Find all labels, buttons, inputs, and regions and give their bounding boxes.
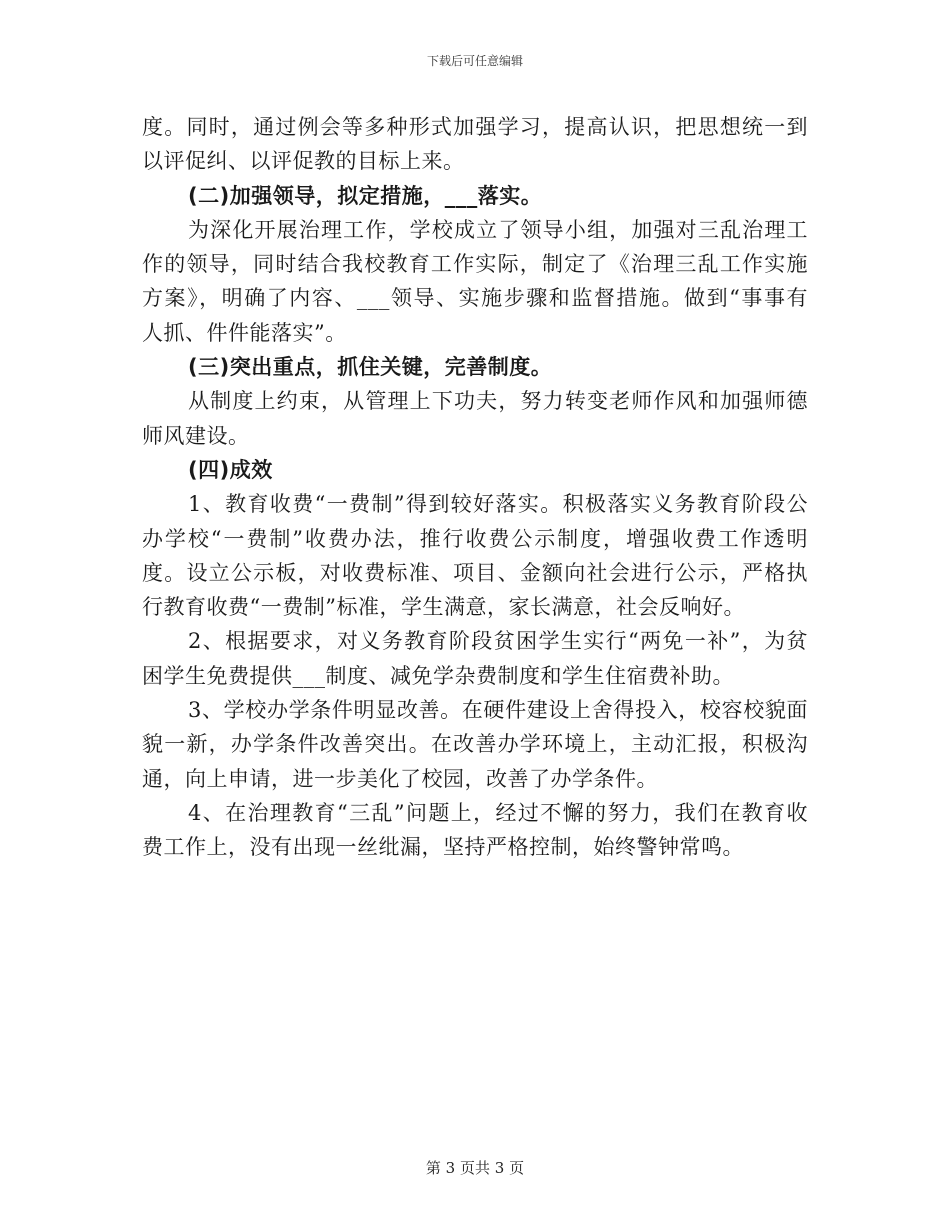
paragraph-line: 貌一新，办学条件改善突出。在改善办学环境上，主动汇报，积极沟 bbox=[142, 732, 808, 757]
paragraph-line: 行教育收费“一费制”标准，学生满意，家长满意，社会反响好。 bbox=[142, 595, 745, 620]
paragraph-line: 度。同时，通过例会等多种形式加强学习，提高认识，把思想统一到 bbox=[142, 115, 808, 139]
page-footer: 第 3 页共 3 页 bbox=[425, 1159, 525, 1177]
section-heading: (二)加强领导，拟定措施，___落实。 bbox=[188, 183, 543, 208]
paragraph-line: 作的领导，同时结合我校教育工作实际，制定了《治理三乱工作实施 bbox=[142, 252, 808, 277]
paragraph-line: 度。设立公示板，对收费标准、项目、金额向社会进行公示，严格执 bbox=[142, 560, 808, 585]
paragraph-line: 3、学校办学条件明显改善。在硬件建设上舍得投入，校容校貌面 bbox=[188, 698, 808, 723]
paragraph-line: 4、在治理教育“三乱”问题上，经过不懈的努力，我们在教育收 bbox=[188, 800, 808, 825]
section-heading: (三)突出重点，抓住关键，完善制度。 bbox=[188, 355, 553, 380]
paragraph-line: 方案》，明确了内容、___领导、实施步骤和监督措施。做到“事事有 bbox=[142, 286, 808, 311]
section-heading: (四)成效 bbox=[188, 457, 273, 482]
paragraph-line: 2、根据要求，对义务教育阶段贫困学生实行“两免一补”，为贫 bbox=[188, 629, 808, 654]
paragraph-line: 从制度上约束，从管理上下功夫，努力转变老师作风和加强师德 bbox=[188, 389, 808, 414]
paragraph-line: 通，向上申请，进一步美化了校园，改善了办学条件。 bbox=[142, 766, 658, 791]
paragraph-line: 师风建设。 bbox=[142, 423, 250, 448]
paragraph-line: 为深化开展治理工作，学校成立了领导小组，加强对三乱治理工 bbox=[188, 217, 808, 242]
paragraph-line: 费工作上，没有出现一丝纰漏，坚持严格控制，始终警钟常鸣。 bbox=[142, 835, 744, 860]
document-body bbox=[142, 110, 808, 865]
page-header: 下载后可任意编辑 bbox=[426, 54, 523, 68]
paragraph-line: 困学生免费提供___制度、减免学杂费制度和学生住宿费补助。 bbox=[142, 663, 734, 688]
paragraph-line: 以评促纠、以评促教的目标上来。 bbox=[142, 149, 465, 174]
paragraph-line: 人抓、件件能落实”。 bbox=[142, 320, 347, 345]
paragraph-line: 1、教育收费“一费制”得到较好落实。积极落实义务教育阶段公 bbox=[188, 492, 808, 517]
paragraph-line: 办学校“一费制”收费办法，推行收费公示制度，增强收费工作透明 bbox=[142, 526, 808, 551]
